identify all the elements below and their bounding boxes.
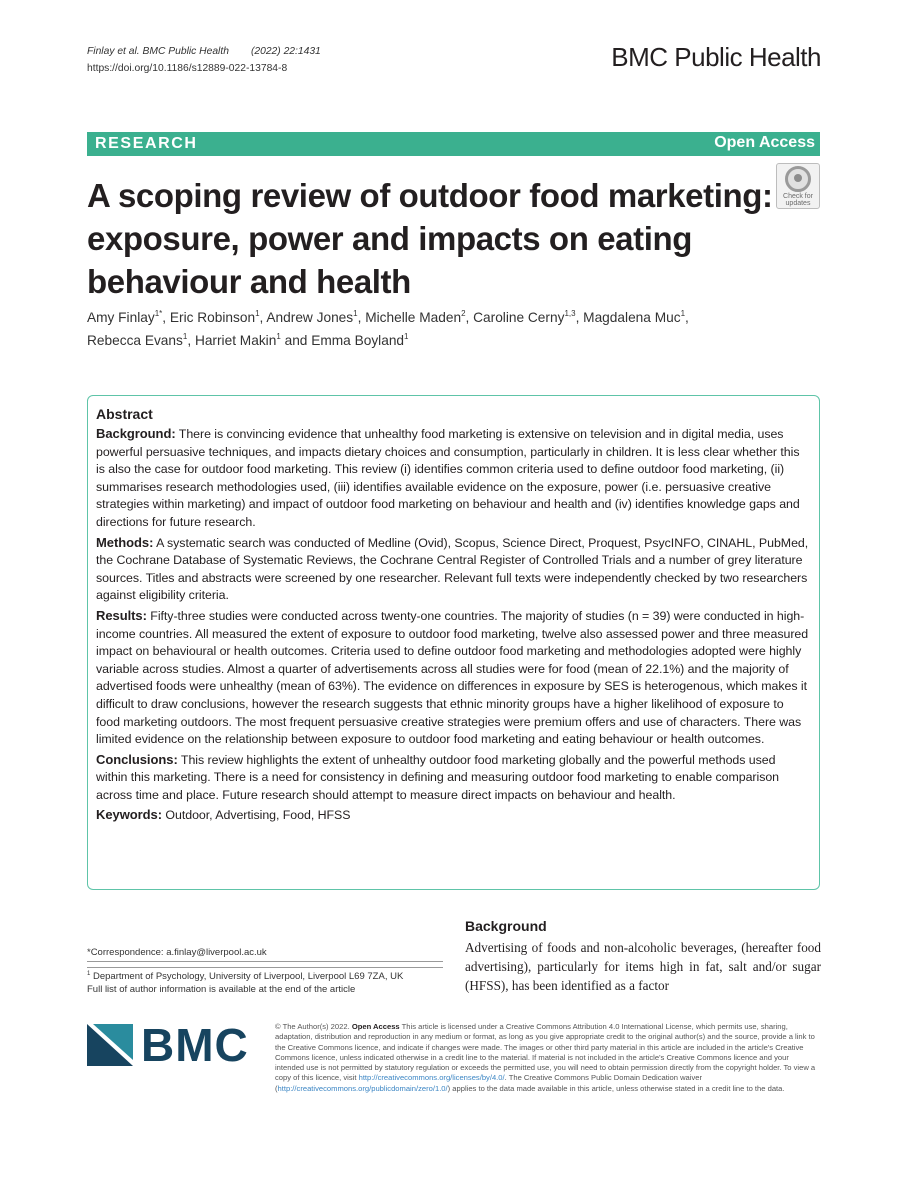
bmc-logo-text: BMC [141,1019,249,1071]
year-volume: (2022) 22:1431 [250,46,321,57]
article-type-banner [87,132,820,156]
check-for-updates-button[interactable] [776,163,820,209]
author-affiliation: 1 [680,309,686,318]
author-name[interactable]: Harriet Makin$^1$ [194,332,281,348]
correspondence-footnote [87,946,443,996]
article-type: RESEARCH [95,135,198,152]
author-name[interactable]: Rebecca Evans$^1$ [87,332,188,348]
bmc-logo-icon [87,1024,133,1066]
correspondence-email[interactable]: *Correspondence: a.finlay@liverpool.ac.uk [87,946,443,962]
abstract-conclusions: Conclusions: This review highlights the extent of unhealthy outdoor food marketing globally and the powerful methods used within this marketing. There is a need for consistency in defining and measuring outdoor food marketing to enable comparison across time and place. Future research should attempt to measure direct impacts on behaviour and health. [96,751,780,802]
abstract-results: Results: Fifty-three studies were conducted across twenty-one countries. The majority of studies (n = 39) were conducted in high-income countries. All measured the extent of exposure to outdoor food marketing, twelve also assessed power and three measured impact on behavioural or health outcomes. Criteria used to define outdoor food marketing and methodologies adopted were highly variable across studies. Almost a quarter of advertisements across all studies were for food (mean of 22.1%) and the majority of advertised foods were unhealthy (mean of 63%). The evidence on differences in exposure by SES is heterogenous, which makes it difficult to draw conclusions, however the research suggests that ethnic minority groups have a higher likelihood of exposure to food marketing outdoors. The most frequent persuasive creative strategies were premium offers and use of characters. There was limited evidence on the relationship between exposure to outdoor food marketing and eating behaviour or health outcomes. [96,607,809,747]
journal-name: BMC Public Health [611,42,821,72]
abstract-keywords: Keywords: Outdoor, Advertising, Food, HFSS [96,807,351,823]
cc-zero-link[interactable]: http://creativecommons.org/publicdomain/zero/1.0/ [277,1083,448,1093]
author-affiliation: 2 [461,309,466,318]
author-affiliation: 1 [276,332,281,341]
abstract-background: Background: There is convincing evidence that unhealthy food marketing is extensive on television and in digital media, uses powerful persuasive techniques, and impacts dietary choices and consumption, particularly in children. It is less clear whether this is also the case for outdoor food marketing. This review (i) identifies common criteria used to define outdoor food marketing, (ii) summarises research methodologies used, (iii) identifies available evidence on the exposure, power (i.e. persuasive creative strategies within marketing) and impact of outdoor food marketing on behaviour and health and (iv) identifies knowledge gaps and directions for future research. [96,426,800,529]
article-title: A scoping review of outdoor food marketing: exposure, power and impacts on eating behaviour and health [87,177,773,300]
citation: Finlay et al. BMC Public Health [87,46,229,57]
author-affiliation: 1 [255,309,260,318]
author-info-note: Full list of author information is available at the end of the article [87,984,356,995]
running-header [87,43,321,77]
author-name[interactable]: Eric Robinson$^1$ [169,309,260,325]
bmc-logo [87,1019,257,1071]
author-name[interactable]: Andrew Jones$^1$ [266,309,358,325]
open-access-label: Open Access [714,134,815,151]
cc-by-link[interactable]: http://creativecommons.org/licenses/by/4.0/ [358,1073,505,1083]
check-updates-label: Check for updates [783,193,813,207]
author-affiliation: 1 [404,332,409,341]
author-affiliation: 1 [353,309,358,318]
author-affiliation: 1* [154,309,163,318]
license-statement: © The Author(s) 2022. Open Access This article is licensed under a Creative Commons Attribution 4.0 International License, which permits use, sharing, adaptation, distribution and reproduction in any medium or format, as long as you give appropriate credit to the original author(s) and the source, provide a link to the Creative Commons licence, and indicate if changes were made. The images or other third party material in this article are included in the article's Creative Commons licence, unless indicated otherwise in a credit line to the material. If material is not included in the article's Creative Commons licence and your intended use is not permitted by statutory regulation or exceeds the permitted use, you will need to obtain permission directly from the copyright holder. To view a copy of this licence, visit http://creativecommons.org/licenses/by/4.0/. The Creative Commons Public Domain Dedication waiver (http://creativecommons.org/publicdomain/zero/1.0/) applies to the data made available in this article, unless otherwise stated in a credit line to the data. [275,1022,816,1093]
author-name[interactable]: Magdalena Muc$^1$ [583,309,686,325]
affiliation-note: $^1$ Department of Psychology, University of Liverpool, Liverpool L69 7ZA, UK [87,967,443,983]
author-list: Amy Finlay$^{1*}$, Eric Robinson$^1$, Andrew Jones$^1$, Michelle Maden$^2$, Caroline Cerny$^{1,3}$, Magdalena Muc$^1$, Rebecca Evans$^1$, Harriet Makin$^1$ and Emma Boyland$^1$ [87,309,689,348]
check-updates-icon [785,166,811,192]
abstract-heading: Abstract [96,406,153,422]
doi-link[interactable]: https://doi.org/10.1186/s12889-022-13784-8 [87,63,288,74]
author-name[interactable]: Caroline Cerny$^{1,3}$ [473,309,576,325]
abstract-methods: Methods: A systematic search was conducted of Medline (Ovid), Scopus, Science Direct, Proquest, PsycINFO, CINAHL, PubMed, the Cochrane Database of Systematic Reviews, the Cochrane Central Register of Controlled Trials and a number of grey literature sources. Titles and abstracts were screened by one researcher. Relevant full texts were independently checked by two researchers against eligibility criteria. [96,534,809,603]
section-heading-background: Background [465,918,547,934]
author-name[interactable]: Amy Finlay$^{1*}$ [87,309,163,325]
author-name[interactable]: Emma Boyland$^1$ [311,332,409,348]
body-text: Advertising of foods and non-alcoholic beverages, (hereafter food advertising), particularly for items high in fat, salt and/or sugar (HFSS), has been identified as a factor [465,940,821,993]
author-name[interactable]: Michelle Maden$^2$ [365,309,466,325]
abstract-box [87,395,820,890]
author-affiliation: 1,3 [564,309,576,318]
author-affiliation: 1 [182,332,188,341]
